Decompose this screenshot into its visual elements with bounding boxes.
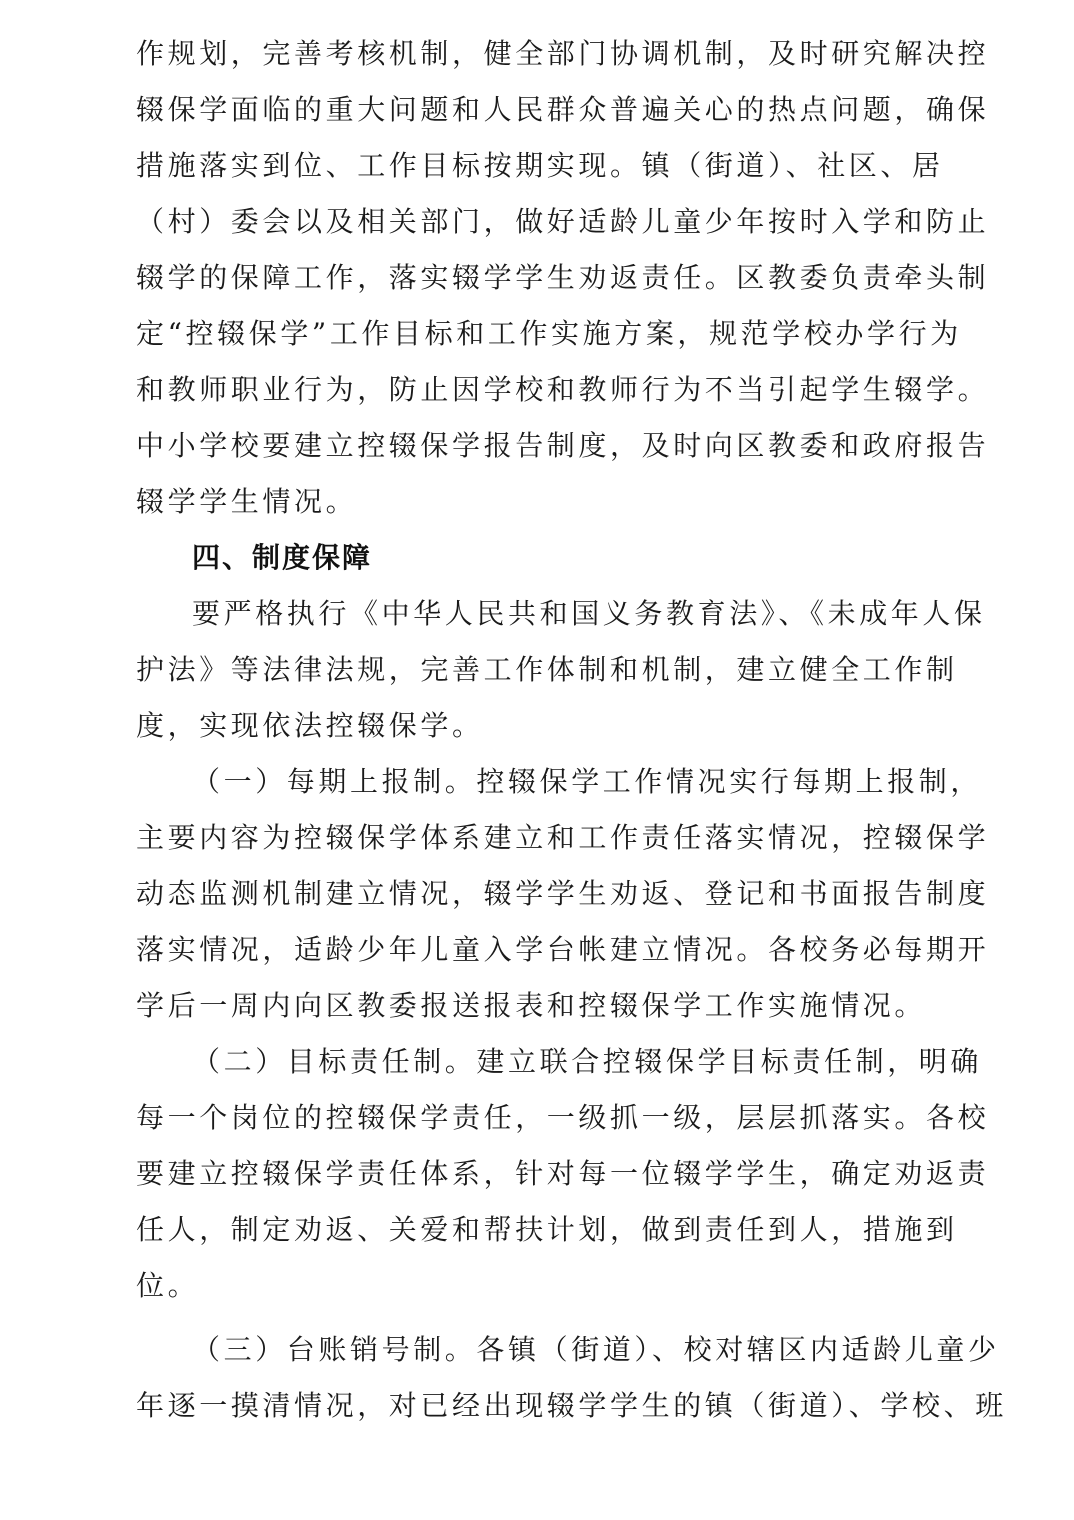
paragraph-line: 度，实现依法控辍保学。	[136, 709, 484, 742]
paragraph-line: 护法》等法律法规，完善工作体制和机制，建立健全工作制	[136, 653, 958, 686]
paragraph-line: 中小学校要建立控辍保学报告制度，及时向区教委和政府报告	[136, 429, 990, 462]
paragraph-line: 和教师职业行为，防止因学校和教师行为不当引起学生辍学。	[136, 373, 990, 406]
paragraph-line: 年逐一摸清情况，对已经出现辍学学生的镇（街道）、学校、班	[136, 1389, 1007, 1422]
paragraph-line: 任人，制定劝返、关爱和帮扶计划，做到责任到人，措施到	[136, 1213, 958, 1246]
paragraph-line: 辍学学生情况。	[136, 485, 358, 518]
paragraph-line: 要严格执行《中华人民共和国义务教育法》、《未成年人保	[192, 597, 986, 630]
paragraph-line: （村）委会以及相关部门，做好适龄儿童少年按时入学和防止	[136, 205, 990, 238]
paragraph-line: 定“控辍保学”工作目标和工作实施方案，规范学校办学行为	[136, 317, 962, 350]
paragraph-line: 学后一周内向区教委报送报表和控辍保学工作实施情况。	[136, 989, 927, 1022]
paragraph-line: 辍保学面临的重大问题和人民群众普遍关心的热点问题，确保	[136, 93, 990, 126]
section-heading: 四、制度保障	[192, 541, 373, 574]
paragraph-line: 要建立控辍保学责任体系，针对每一位辍学学生，确定劝返责	[136, 1157, 990, 1190]
paragraph-line: 作规划，完善考核机制，健全部门协调机制，及时研究解决控	[136, 37, 990, 70]
paragraph-line: 辍学的保障工作，落实辍学学生劝返责任。区教委负责牵头制	[136, 261, 990, 294]
paragraph-line: 措施落实到位、工作目标按期实现。镇（街道）、社区、居	[136, 149, 944, 182]
paragraph-line: （一）每期上报制。控辍保学工作情况实行每期上报制，	[192, 765, 983, 798]
paragraph-line: （三）台账销号制。各镇（街道）、校对辖区内适龄儿童少	[192, 1333, 1000, 1366]
paragraph-line: 位。	[136, 1269, 200, 1302]
paragraph-line: 每一个岗位的控辍保学责任，一级抓一级，层层抓落实。各校	[136, 1101, 990, 1134]
paragraph-line: （二）目标责任制。建立联合控辍保学目标责任制，明确	[192, 1045, 983, 1078]
paragraph-line: 落实情况，适龄少年儿童入学台帐建立情况。各校务必每期开	[136, 933, 990, 966]
paragraph-line: 动态监测机制建立情况，辍学学生劝返、登记和书面报告制度	[136, 877, 990, 910]
paragraph-line: 主要内容为控辍保学体系建立和工作责任落实情况，控辍保学	[136, 821, 990, 854]
